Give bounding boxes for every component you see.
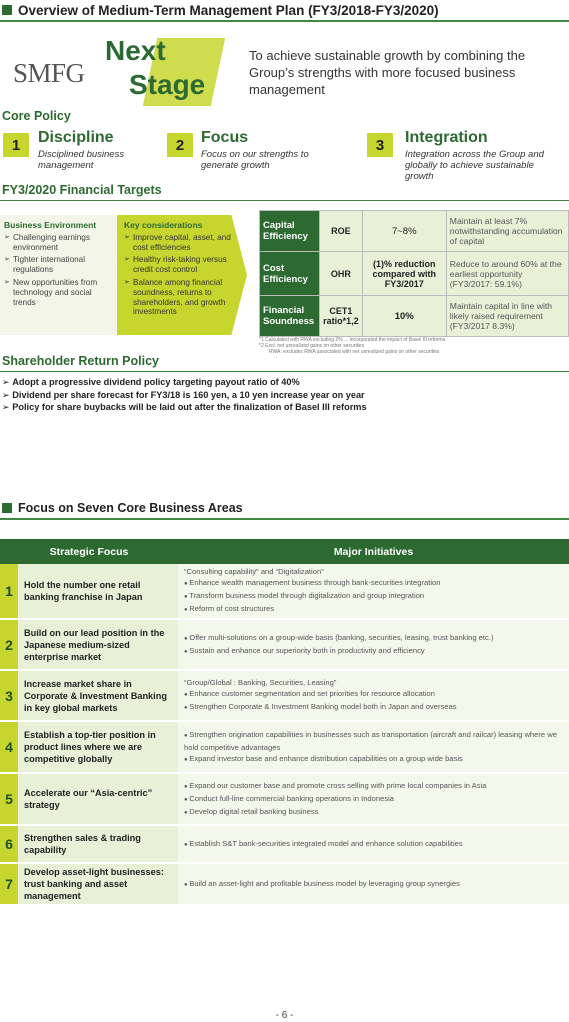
env-item: ➢ Tighter international regulations <box>4 255 114 275</box>
target-metric: ROE <box>320 211 363 252</box>
major-initiatives <box>178 564 569 619</box>
major-initiatives <box>178 721 569 773</box>
seven-areas-table <box>0 539 569 906</box>
major-initiatives <box>178 670 569 721</box>
initiative-item: ● Expand our customer base and promote cross selling with prime local companies in Asia <box>184 780 563 793</box>
shareholder-list <box>2 376 562 414</box>
key-item: ➢ Balance among financial soundness, returns to shareholders, and growth investments <box>124 278 240 317</box>
major-initiatives <box>178 825 569 863</box>
footnotes <box>259 337 569 355</box>
row-number: 2 <box>0 619 18 670</box>
divider <box>0 200 569 201</box>
financial-targets-heading: FY3/2020 Financial Targets <box>2 183 162 197</box>
target-row <box>260 296 569 337</box>
shareholder-item: ➢ Policy for share buybacks will be laid out after the finalization of Basel III reforms <box>2 401 562 414</box>
target-metric: OHR <box>320 252 363 296</box>
initiative-item: ● Build an asset-light and profitable business model by leveraging group synergies <box>184 878 563 891</box>
row-number: 6 <box>0 825 18 863</box>
pillar-subtitle: Focus on our strengths to generate growth <box>201 149 309 171</box>
target-value: (1)% reduction compared with FY3/2017 <box>362 252 446 296</box>
shareholder-heading: Shareholder Return Policy <box>2 354 159 368</box>
overview-title: Overview of Medium-Term Management Plan (FY3/2018-FY3/2020) <box>18 2 439 18</box>
row-number: 3 <box>0 670 18 721</box>
table-row <box>0 721 569 773</box>
shareholder-item: ➢ Dividend per share forecast for FY3/18 is 160 yen, a 10 yen increase year on year <box>2 389 562 402</box>
column-header-major-initiatives: Major Initiatives <box>178 539 569 564</box>
target-row <box>260 252 569 296</box>
core-policy-heading: Core Policy <box>2 109 71 123</box>
smfg-logo: SMFG <box>13 58 85 88</box>
overview-header <box>0 0 569 22</box>
table-row <box>0 564 569 619</box>
pillar-subtitle: Disciplined business management <box>38 149 125 171</box>
initiative-item: ● Expand investor base and enhance distribution capabilities on a group wide basis <box>184 753 563 766</box>
pillar-number: 3 <box>367 133 393 157</box>
pillar-subtitle: Integration across the Group and globally to achieve sustainable growth <box>405 149 544 182</box>
env-item: ➢ Challenging earnings environment <box>4 233 114 253</box>
table-row <box>0 825 569 863</box>
initiative-item: ● Conduct full-line commercial banking operations in Indonesia <box>184 793 563 806</box>
business-environment-box <box>4 221 114 310</box>
key-item: ➢ Improve capital, asset, and cost efficiencies <box>124 233 240 253</box>
initiative-item: ● Offer multi-solutions on a group-wide basis (banking, securities, leasing, trust banking etc.) <box>184 632 563 645</box>
strategic-focus: Hold the number one retail banking franchise in Japan <box>18 564 178 619</box>
divider <box>0 371 569 372</box>
table-row <box>0 670 569 721</box>
key-item: ➢ Healthy risk-taking versus credit cost control <box>124 255 240 275</box>
target-metric: CET1 ratio*1,2 <box>320 296 363 337</box>
target-category: Financial Soundness <box>260 296 320 337</box>
table-row <box>0 773 569 825</box>
table-header-row <box>0 539 569 564</box>
pillar-number: 2 <box>167 133 193 157</box>
pillar-number: 1 <box>3 133 29 157</box>
initiative-quote: “Group/Global : Banking, Securities, Leasing” <box>184 678 337 687</box>
footnote: *1 Calculated with RWA excluding 2% ... incorporated the impact of Basel III reforms <box>259 337 446 343</box>
target-row <box>260 211 569 252</box>
section-marker-icon <box>2 5 12 15</box>
pillar-title: Discipline <box>38 129 114 146</box>
footnote: RWA: excludes RWA associated with net unrealized gains on other securities <box>269 349 440 355</box>
page-number: - 6 - <box>275 1010 294 1021</box>
pillar-title: Integration <box>405 129 488 146</box>
seven-areas-title: Focus on Seven Core Business Areas <box>18 501 243 515</box>
row-number: 4 <box>0 721 18 773</box>
footnote: *2 Excl. net unrealized gains on other securities <box>259 343 365 349</box>
row-number: 5 <box>0 773 18 825</box>
business-environment-title: Business Environment <box>4 220 97 230</box>
strategic-focus: Build on our lead position in the Japanese medium-sized enterprise market <box>18 619 178 670</box>
target-category: Capital Efficiency <box>260 211 320 252</box>
next-label: Next <box>105 35 166 66</box>
row-number: 1 <box>0 564 18 619</box>
initiative-item: ● Enhance customer segmentation and set priorities for resource allocation <box>184 688 563 701</box>
strategic-focus: Accelerate our “Asia-centric” strategy <box>18 773 178 825</box>
target-note: Maintain at least 7% notwithstanding accumulation of capital <box>446 211 568 252</box>
target-category: Cost Efficiency <box>260 252 320 296</box>
table-row <box>0 619 569 670</box>
initiative-item: ● Sustain and enhance our superiority both in productivity and efficiency <box>184 645 563 658</box>
initiative-item: ● Establish S&T bank-securities integrated model and enhance solution capabilities <box>184 838 563 851</box>
stage-label: Stage <box>129 69 206 100</box>
target-value: 10% <box>362 296 446 337</box>
major-initiatives <box>178 773 569 825</box>
target-value: 7~8% <box>362 211 446 252</box>
initiative-item: ● Enhance wealth management business through bank-securities integration <box>184 577 563 590</box>
env-item: ➢ New opportunities from technology and social trends <box>4 278 114 307</box>
target-note: Reduce to around 60% at the earliest opportunity (FY3/2017: 59.1%) <box>446 252 568 296</box>
pillar-title: Focus <box>201 129 249 146</box>
strategic-focus: Increase market share in Corporate & Investment Banking in key global markets <box>18 670 178 721</box>
strategic-focus: Establish a top-tier position in product lines where we are competitive globally <box>18 721 178 773</box>
initiative-item: ● Reform of cost structures <box>184 603 563 616</box>
key-considerations-box <box>124 221 240 320</box>
strategic-focus: Strengthen sales & trading capability <box>18 825 178 863</box>
seven-areas-header <box>0 498 569 520</box>
major-initiatives <box>178 863 569 905</box>
financial-targets-table <box>259 210 569 337</box>
shareholder-item: ➢ Adopt a progressive dividend policy targeting payout ratio of 40% <box>2 376 562 389</box>
initiative-item: ● Strengthen Corporate & Investment Banking model both in Japan and overseas <box>184 701 563 714</box>
initiative-quote: “Consulting capability” and “Digitalization” <box>184 567 324 576</box>
key-considerations-title: Key considerations <box>124 220 203 230</box>
table-row <box>0 863 569 905</box>
vision-statement: To achieve sustainable growth by combining the Group’s strengths with more focused business management <box>249 48 526 97</box>
major-initiatives <box>178 619 569 670</box>
strategic-focus: Develop asset-light businesses: trust banking and asset management <box>18 863 178 905</box>
initiative-item: ● Develop digital retail banking business <box>184 806 563 819</box>
column-header-strategic-focus: Strategic Focus <box>0 539 178 564</box>
target-note: Maintain capital in line with likely raised requirement (FY3/2017 8.3%) <box>446 296 568 337</box>
initiative-item: ● Strengthen origination capabilities in businesses such as transportation (aircraft and railcar) leasing where we hold competitive advantages <box>184 729 563 753</box>
row-number: 7 <box>0 863 18 905</box>
initiative-item: ● Transform business model through digitalization and group integration <box>184 590 563 603</box>
section-marker-icon <box>2 503 12 513</box>
